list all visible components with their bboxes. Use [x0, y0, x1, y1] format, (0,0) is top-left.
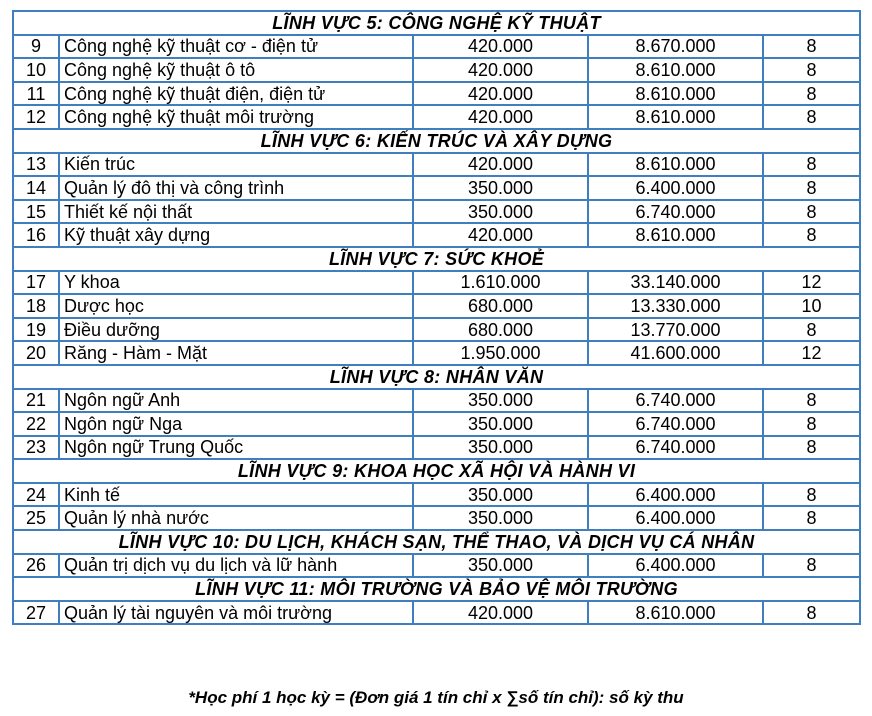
row-number: 13 [13, 153, 59, 177]
footnote: *Học phí 1 học kỳ = (Đơn giá 1 tín chỉ x ∑số tín chỉ): số kỳ thu [188, 688, 684, 707]
row-number: 10 [13, 58, 59, 82]
table-row [13, 153, 860, 177]
table-row [13, 35, 860, 59]
fee-per-semester: 13.770.000 [588, 318, 763, 342]
semester-count: 8 [763, 153, 860, 177]
semester-count: 8 [763, 389, 860, 413]
table-row [13, 271, 860, 295]
table-row [13, 506, 860, 530]
program-name: Y khoa [59, 271, 413, 295]
fee-per-semester: 6.740.000 [588, 200, 763, 224]
program-name: Thiết kế nội thất [59, 200, 413, 224]
fee-per-semester: 6.740.000 [588, 389, 763, 413]
table-row [13, 176, 860, 200]
table-row [13, 318, 860, 342]
semester-count: 8 [763, 436, 860, 460]
table-row [13, 82, 860, 106]
table-row [13, 601, 860, 625]
row-number: 26 [13, 554, 59, 578]
fee-per-semester: 8.610.000 [588, 153, 763, 177]
semester-count: 8 [763, 554, 860, 578]
fee-per-credit: 420.000 [413, 601, 588, 625]
fee-per-semester: 8.610.000 [588, 105, 763, 129]
fee-per-credit: 420.000 [413, 105, 588, 129]
section-row [13, 459, 860, 483]
program-name: Công nghệ kỹ thuật cơ - điện tử [59, 35, 413, 59]
program-name: Quản lý tài nguyên và môi trường [59, 601, 413, 625]
fee-per-semester: 8.610.000 [588, 58, 763, 82]
section-row [13, 577, 860, 601]
fee-per-credit: 350.000 [413, 412, 588, 436]
program-name: Răng - Hàm - Mặt [59, 341, 413, 365]
fee-per-semester: 33.140.000 [588, 271, 763, 295]
semester-count: 8 [763, 601, 860, 625]
section-row [13, 365, 860, 389]
fee-per-credit: 350.000 [413, 506, 588, 530]
fee-per-semester: 6.400.000 [588, 176, 763, 200]
row-number: 22 [13, 412, 59, 436]
section-row [13, 530, 860, 554]
row-number: 20 [13, 341, 59, 365]
section-heading: LĨNH VỰC 7: SỨC KHOẺ [13, 247, 860, 271]
fee-per-credit: 680.000 [413, 318, 588, 342]
table-row [13, 105, 860, 129]
table-row [13, 436, 860, 460]
program-name: Ngôn ngữ Anh [59, 389, 413, 413]
fee-per-credit: 350.000 [413, 436, 588, 460]
fee-per-semester: 6.740.000 [588, 412, 763, 436]
fee-per-semester: 6.400.000 [588, 554, 763, 578]
fee-per-semester: 6.400.000 [588, 506, 763, 530]
semester-count: 8 [763, 223, 860, 247]
semester-count: 8 [763, 483, 860, 507]
semester-count: 8 [763, 318, 860, 342]
program-name: Quản lý đô thị và công trình [59, 176, 413, 200]
program-name: Công nghệ kỹ thuật điện, điện tử [59, 82, 413, 106]
semester-count: 12 [763, 271, 860, 295]
table-row [13, 294, 860, 318]
row-number: 25 [13, 506, 59, 530]
fee-per-credit: 1.950.000 [413, 341, 588, 365]
row-number: 24 [13, 483, 59, 507]
section-heading: LĨNH VỰC 6: KIẾN TRÚC VÀ XÂY DỰNG [13, 129, 860, 153]
fee-per-credit: 420.000 [413, 58, 588, 82]
section-row [13, 11, 860, 35]
program-name: Kinh tế [59, 483, 413, 507]
section-heading: LĨNH VỰC 11: MÔI TRƯỜNG VÀ BẢO VỆ MÔI TRƯỜNG [13, 577, 860, 601]
row-number: 11 [13, 82, 59, 106]
fee-per-credit: 420.000 [413, 35, 588, 59]
row-number: 19 [13, 318, 59, 342]
fee-per-credit: 420.000 [413, 223, 588, 247]
fee-per-semester: 6.400.000 [588, 483, 763, 507]
fee-per-semester: 13.330.000 [588, 294, 763, 318]
tuition-table [12, 10, 861, 625]
section-heading: LĨNH VỰC 8: NHÂN VĂN [13, 365, 860, 389]
fee-per-credit: 350.000 [413, 389, 588, 413]
table-row [13, 341, 860, 365]
fee-per-semester: 8.670.000 [588, 35, 763, 59]
program-name: Điều dưỡng [59, 318, 413, 342]
program-name: Công nghệ kỹ thuật môi trường [59, 105, 413, 129]
section-row [13, 247, 860, 271]
fee-per-credit: 680.000 [413, 294, 588, 318]
fee-per-credit: 350.000 [413, 176, 588, 200]
section-row [13, 129, 860, 153]
fee-per-semester: 8.610.000 [588, 601, 763, 625]
semester-count: 12 [763, 341, 860, 365]
fee-per-semester: 6.740.000 [588, 436, 763, 460]
fee-per-credit: 350.000 [413, 200, 588, 224]
table-row [13, 223, 860, 247]
tuition-table-body [13, 11, 860, 624]
row-number: 12 [13, 105, 59, 129]
section-heading: LĨNH VỰC 5: CÔNG NGHỆ KỸ THUẬT [13, 11, 860, 35]
semester-count: 8 [763, 412, 860, 436]
table-row [13, 58, 860, 82]
program-name: Ngôn ngữ Nga [59, 412, 413, 436]
row-number: 18 [13, 294, 59, 318]
table-row [13, 483, 860, 507]
row-number: 23 [13, 436, 59, 460]
program-name: Kiến trúc [59, 153, 413, 177]
fee-per-credit: 1.610.000 [413, 271, 588, 295]
program-name: Quản lý nhà nước [59, 506, 413, 530]
section-heading: LĨNH VỰC 10: DU LỊCH, KHÁCH SẠN, THỂ THAO, VÀ DỊCH VỤ CÁ NHÂN [13, 530, 860, 554]
fee-per-semester: 41.600.000 [588, 341, 763, 365]
fee-per-semester: 8.610.000 [588, 223, 763, 247]
row-number: 14 [13, 176, 59, 200]
program-name: Dược học [59, 294, 413, 318]
semester-count: 8 [763, 176, 860, 200]
program-name: Kỹ thuật xây dựng [59, 223, 413, 247]
table-row [13, 200, 860, 224]
semester-count: 8 [763, 200, 860, 224]
row-number: 15 [13, 200, 59, 224]
semester-count: 8 [763, 105, 860, 129]
fee-per-credit: 350.000 [413, 483, 588, 507]
row-number: 9 [13, 35, 59, 59]
program-name: Ngôn ngữ Trung Quốc [59, 436, 413, 460]
semester-count: 8 [763, 506, 860, 530]
semester-count: 10 [763, 294, 860, 318]
program-name: Công nghệ kỹ thuật ô tô [59, 58, 413, 82]
row-number: 16 [13, 223, 59, 247]
program-name: Quản trị dịch vụ du lịch và lữ hành [59, 554, 413, 578]
table-row [13, 554, 860, 578]
table-row [13, 389, 860, 413]
fee-per-credit: 350.000 [413, 554, 588, 578]
semester-count: 8 [763, 58, 860, 82]
row-number: 27 [13, 601, 59, 625]
row-number: 17 [13, 271, 59, 295]
fee-per-credit: 420.000 [413, 153, 588, 177]
table-row [13, 412, 860, 436]
row-number: 21 [13, 389, 59, 413]
semester-count: 8 [763, 82, 860, 106]
fee-per-semester: 8.610.000 [588, 82, 763, 106]
semester-count: 8 [763, 35, 860, 59]
section-heading: LĨNH VỰC 9: KHOA HỌC XÃ HỘI VÀ HÀNH VI [13, 459, 860, 483]
fee-per-credit: 420.000 [413, 82, 588, 106]
